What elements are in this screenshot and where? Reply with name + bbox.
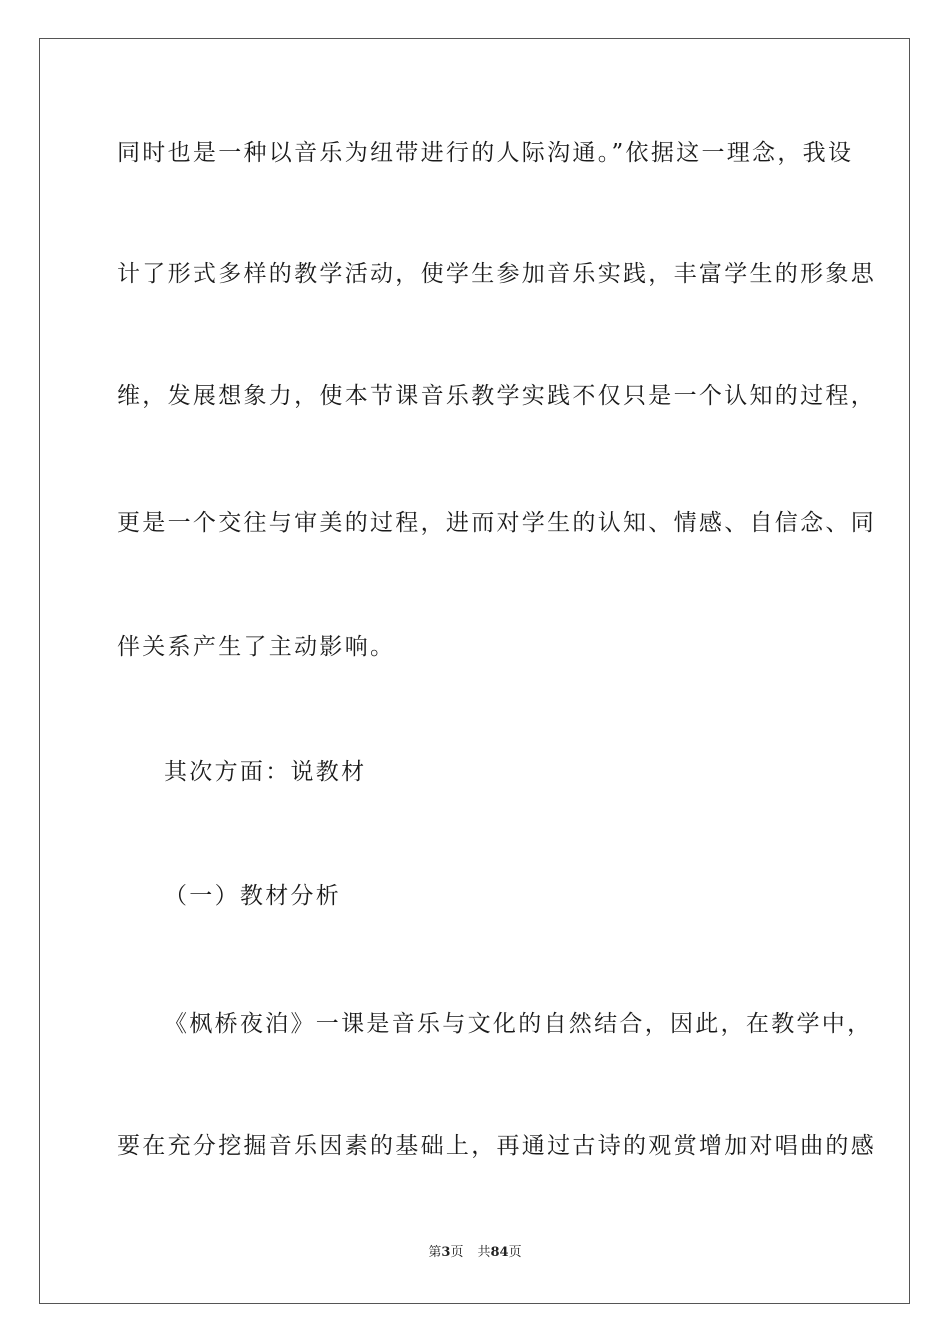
page-prefix: 第	[428, 1245, 442, 1260]
body-text-line-3: 维，发展想象力，使本节课音乐教学实践不仅只是一个认知的过程，	[117, 383, 876, 409]
total-prefix: 共	[477, 1245, 491, 1260]
subsection-heading: （一）教材分析	[164, 883, 342, 909]
body-text-line-5: 伴关系产生了主动影响。	[117, 634, 396, 660]
total-suffix: 页	[508, 1245, 522, 1260]
total-page-count: 84	[490, 1245, 509, 1260]
body-text-line-7: 要在充分挖掘音乐因素的基础上，再通过古诗的观赏增加对唱曲的感	[117, 1133, 876, 1159]
page-border	[39, 38, 910, 1304]
page-suffix: 页	[450, 1245, 464, 1260]
body-text-line-4: 更是一个交往与审美的过程，进而对学生的认知、情感、自信念、同	[117, 510, 876, 536]
body-text-line-1: 同时也是一种以音乐为纽带进行的人际沟通。”依据这一理念，我设	[117, 140, 854, 166]
current-page-number: 3	[441, 1245, 451, 1260]
page-footer	[0, 1244, 950, 1262]
section-heading: 其次方面：说教材	[164, 759, 367, 785]
body-text-line-2: 计了形式多样的教学活动，使学生参加音乐实践，丰富学生的形象思	[117, 261, 876, 287]
body-text-line-6: 《枫桥夜泊》一课是音乐与文化的自然结合，因此，在教学中，	[164, 1011, 873, 1037]
